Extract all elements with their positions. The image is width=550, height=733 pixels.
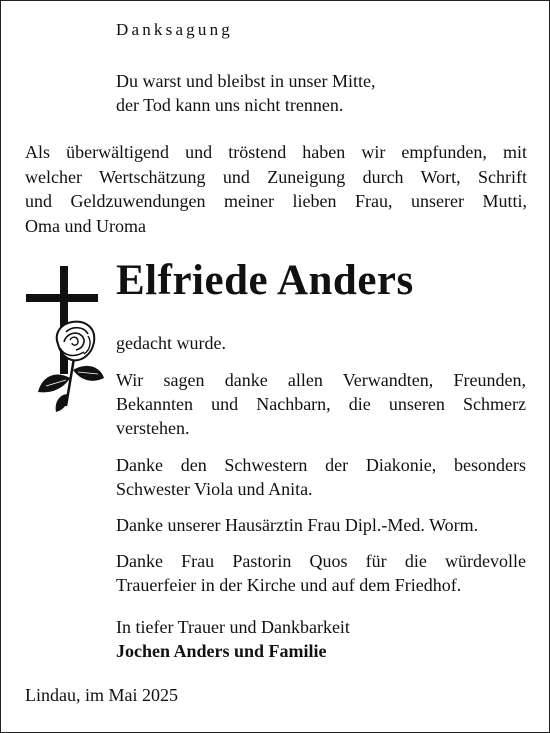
text-line: Danke Frau Pastorin Quos für die würdevolle — [116, 551, 526, 571]
closing-block — [116, 615, 526, 663]
intro-line: und Geldzuwendungen meiner lieben Frau, unserer Mutti, — [25, 191, 527, 211]
intro-paragraph — [25, 140, 527, 238]
thanks-doctor — [116, 513, 526, 537]
thanks-pastor — [116, 549, 526, 597]
text-line: Danke unserer Hausärztin Frau Dipl.-Med. Worm. — [116, 515, 479, 535]
intro-line: welcher Wertschätzung und Zuneigung durch Wort, Schrift — [25, 166, 527, 187]
verse-line: Du warst und bleibst in unser Mitte, — [116, 71, 376, 91]
gedacht-line: gedacht wurde. — [116, 333, 226, 353]
place-date: Lindau, im Mai 2025 — [25, 685, 178, 705]
text-line: Schwester Viola und Anita. — [116, 479, 313, 499]
intro-line: Oma und Uroma — [25, 215, 146, 236]
closing-line: In tiefer Trauer und Dankbarkeit — [116, 617, 350, 637]
verse — [116, 69, 375, 117]
intro-line: Als überwältigend und tröstend haben wir empfunden, mit — [25, 142, 527, 162]
cross-with-rose — [26, 266, 106, 414]
cross-icon — [26, 266, 98, 374]
text-line: Trauerfeier in der Kirche und auf dem Friedhof. — [116, 575, 462, 595]
gedacht-text — [116, 331, 526, 355]
text-line: Bekannten und Nachbarn, die unseren Schmerz — [116, 394, 526, 414]
thanks-diakonie — [116, 453, 526, 501]
thanks-relatives — [116, 368, 526, 440]
notice-heading: Danksagung — [116, 20, 233, 39]
signature: Jochen Anders und Familie — [116, 641, 327, 661]
deceased-name: Elfriede Anders — [116, 257, 414, 304]
verse-line: der Tod kann uns nicht trennen. — [116, 95, 344, 115]
rose-icon — [38, 322, 104, 412]
text-line: Wir sagen danke allen Verwandten, Freunden, — [116, 370, 526, 390]
text-line: Danke den Schwestern der Diakonie, besonders — [116, 455, 526, 475]
text-line: verstehen. — [116, 418, 190, 438]
